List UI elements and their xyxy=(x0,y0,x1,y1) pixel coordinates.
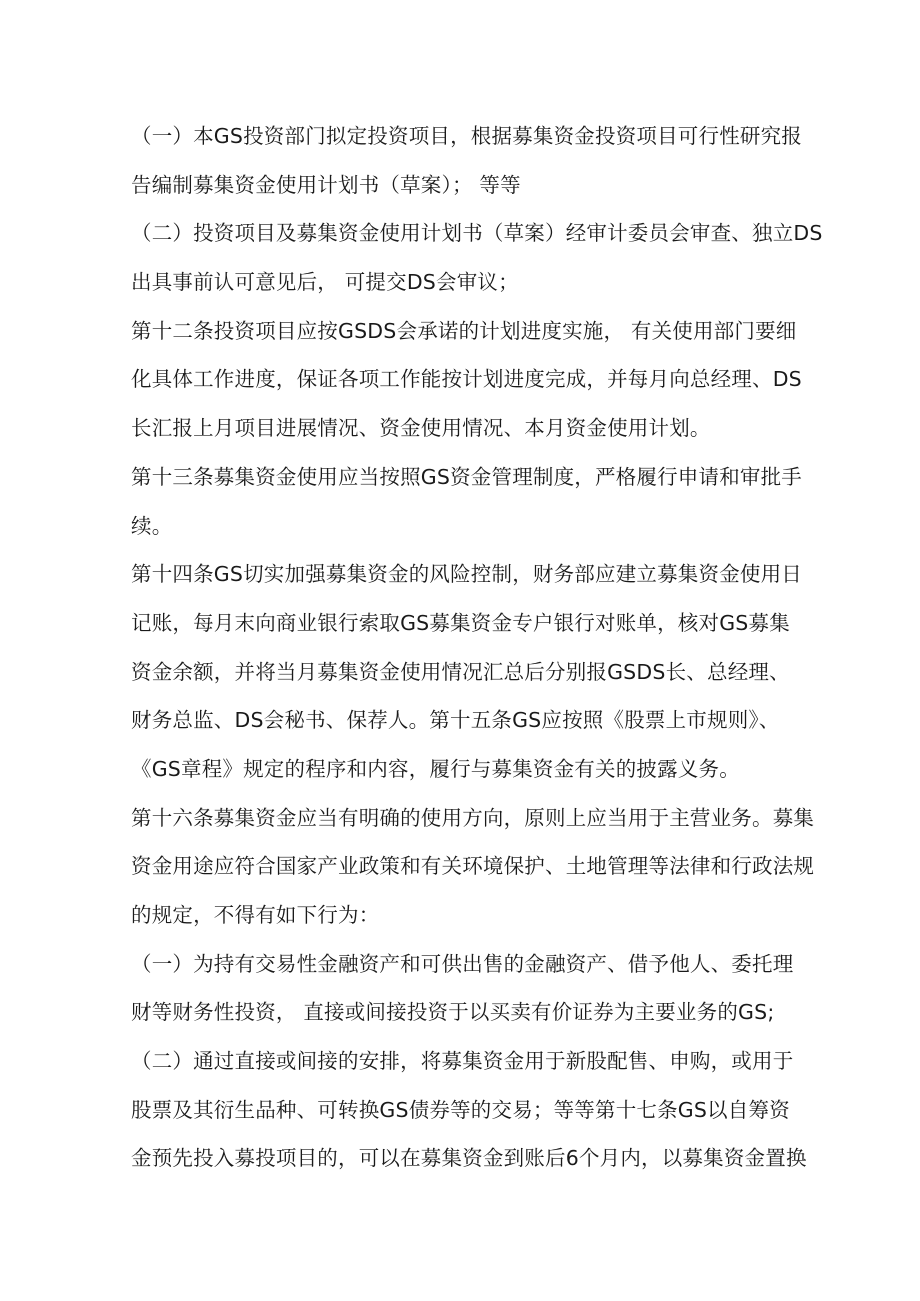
text-line: （一）为持有交易性金融资产和可供出售的金融资产、借予他人、委托理 xyxy=(131,951,794,976)
text-line: 股票及其衍生品种、可转换GS债券等的交易；等等第十七条GS以自筹资 xyxy=(131,1097,790,1122)
text-line: 出具事前认可意见后， 可提交DS会审议； xyxy=(131,270,519,295)
document-body xyxy=(131,112,823,1183)
text-line: 第十二条投资项目应按GSDS会承诺的计划进度实施， 有关使用部门要细 xyxy=(131,318,797,343)
text-line: 财务总监、DS会秘书、保荐人。第十五条GS应按照《股票上市规则》、 xyxy=(131,708,780,733)
text-line: （二）投资项目及募集资金使用计划书（草案）经审计委员会审查、独立DS xyxy=(131,221,823,246)
text-line: （二）通过直接或间接的安排，将募集资金用于新股配售、申购，或用于 xyxy=(131,1049,794,1074)
text-line: 长汇报上月项目进展情况、资金使用情况、本月资金使用计划。 xyxy=(131,416,711,441)
text-line: 化具体工作进度，保证各项工作能按计划进度完成，并每月向总经理、DS xyxy=(131,367,802,392)
text-line: 《GS章程》规定的程序和内容，履行与募集资金有关的披露义务。 xyxy=(131,756,740,781)
text-line: 资金用途应符合国家产业政策和有关环境保护、土地管理等法律和行政法规 xyxy=(131,854,815,879)
text-line: 第十四条GS切实加强募集资金的风险控制，财务部应建立募集资金使用日 xyxy=(131,562,802,587)
text-line: 的规定，不得有如下行为： xyxy=(131,903,380,927)
text-line: 记账，每月末向商业银行索取GS募集资金专户银行对账单，核对GS募集 xyxy=(131,610,790,635)
text-line: 第十六条募集资金应当有明确的使用方向，原则上应当用于主营业务。募集 xyxy=(131,805,815,830)
text-line: （一）本GS投资部门拟定投资项目，根据募集资金投资项目可行性研究报 xyxy=(131,124,802,148)
text-line: 资金余额，并将当月募集资金使用情况汇总后分别报GSDS长、总经理、 xyxy=(131,659,790,684)
text-line: 金预先投入募投项目的，可以在募集资金到账后6个月内，以募集资金置换 xyxy=(131,1146,807,1171)
text-line: 告编制募集资金使用计划书（草案）； 等等 xyxy=(131,172,521,197)
text-line: 续。 xyxy=(131,513,173,538)
text-line: 第十三条募集资金使用应当按照GS资金管理制度，严格履行申请和审批手 xyxy=(131,464,802,489)
text-line: 财等财务性投资， 直接或间接投资于以买卖有价证券为主要业务的GS; xyxy=(131,1000,775,1025)
